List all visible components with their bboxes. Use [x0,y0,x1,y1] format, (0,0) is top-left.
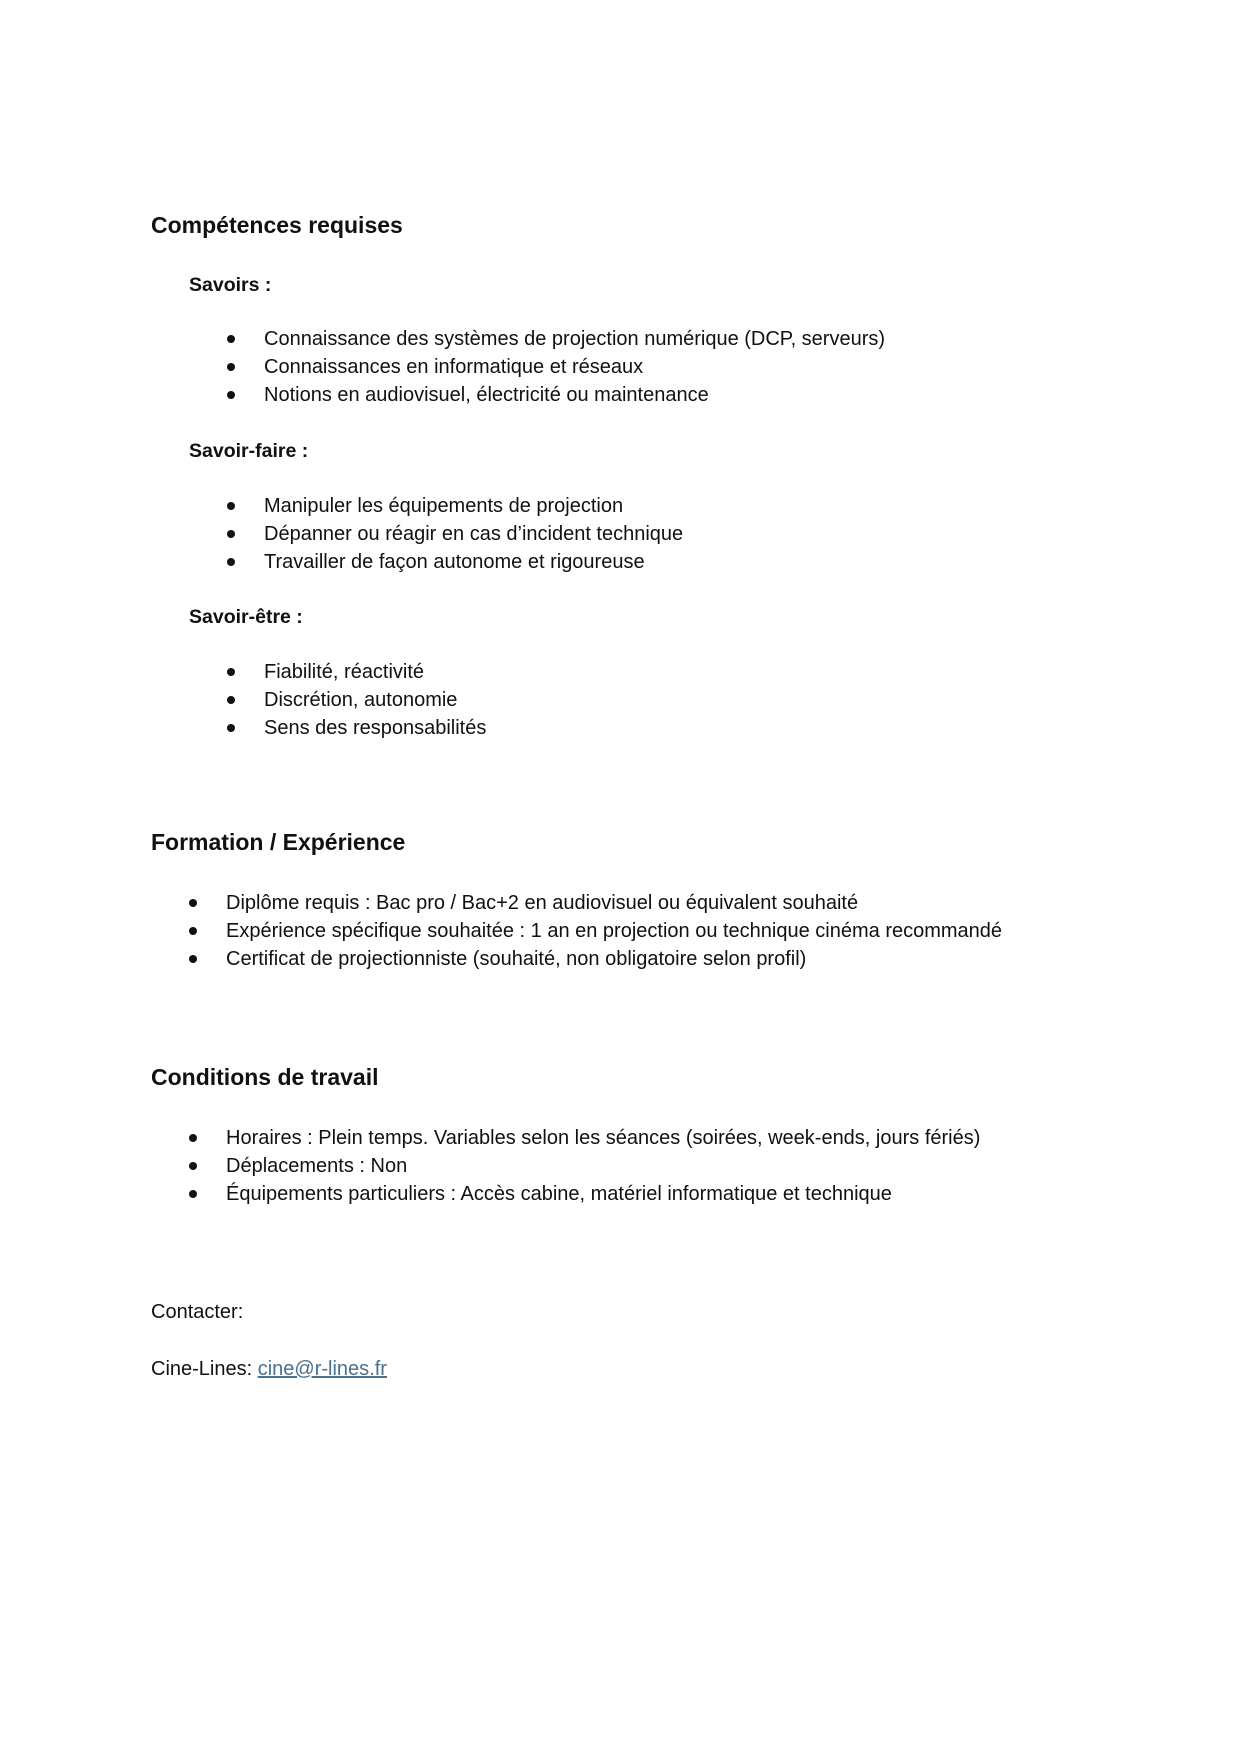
list-item: Connaissance des systèmes de projection numérique (DCP, serveurs) [264,325,885,353]
conditions-list [226,1124,980,1208]
savoirs-list [264,325,885,409]
bullet-icon [227,724,235,732]
bullet-icon [189,1190,197,1198]
formation-list [226,889,1002,973]
list-item: Déplacements : Non [226,1152,980,1180]
subsection-title-savoirs: Savoirs : [189,274,272,296]
bullet-icon [189,955,197,963]
section-title-conditions: Conditions de travail [151,1064,379,1090]
bullet-icon [227,668,235,676]
list-item: Travailler de façon autonome et rigoureuse [264,548,683,576]
subsection-title-savoir-faire: Savoir-faire : [189,440,309,462]
bullet-icon [227,558,235,566]
section-title-competences: Compétences requises [151,212,403,238]
bullet-icon [227,530,235,538]
bullet-icon [189,899,197,907]
list-item: Certificat de projectionniste (souhaité, non obligatoire selon profil) [226,945,1002,973]
bullet-icon [227,391,235,399]
bullet-icon [189,1134,197,1142]
list-item: Horaires : Plein temps. Variables selon les séances (soirées, week-ends, jours fériés) [226,1124,980,1152]
bullet-icon [227,363,235,371]
list-item: Expérience spécifique souhaitée : 1 an en projection ou technique cinéma recommandé [226,917,1002,945]
email-link[interactable]: cine@r-lines.fr [257,1358,387,1380]
company-label: Cine-Lines: [151,1358,258,1380]
list-item: Discrétion, autonomie [264,686,486,714]
list-item: Sens des responsabilités [264,714,486,742]
list-item: Dépanner ou réagir en cas d’incident technique [264,520,683,548]
bullet-icon [189,1162,197,1170]
section-title-formation: Formation / Expérience [151,829,406,855]
bullet-icon [189,927,197,935]
list-item: Connaissances en informatique et réseaux [264,353,885,381]
savoir-faire-list [264,492,683,576]
contact-label: Contacter: [151,1301,244,1323]
list-item: Diplôme requis : Bac pro / Bac+2 en audiovisuel ou équivalent souhaité [226,889,1002,917]
bullet-icon [227,696,235,704]
savoir-etre-list [264,658,486,742]
subsection-title-savoir-etre: Savoir-être : [189,606,303,628]
bullet-icon [227,502,235,510]
list-item: Manipuler les équipements de projection [264,492,683,520]
list-item: Notions en audiovisuel, électricité ou maintenance [264,381,885,409]
contact-line [151,1355,387,1383]
list-item: Équipements particuliers : Accès cabine, matériel informatique et technique [226,1180,980,1208]
bullet-icon [227,335,235,343]
list-item: Fiabilité, réactivité [264,658,486,686]
